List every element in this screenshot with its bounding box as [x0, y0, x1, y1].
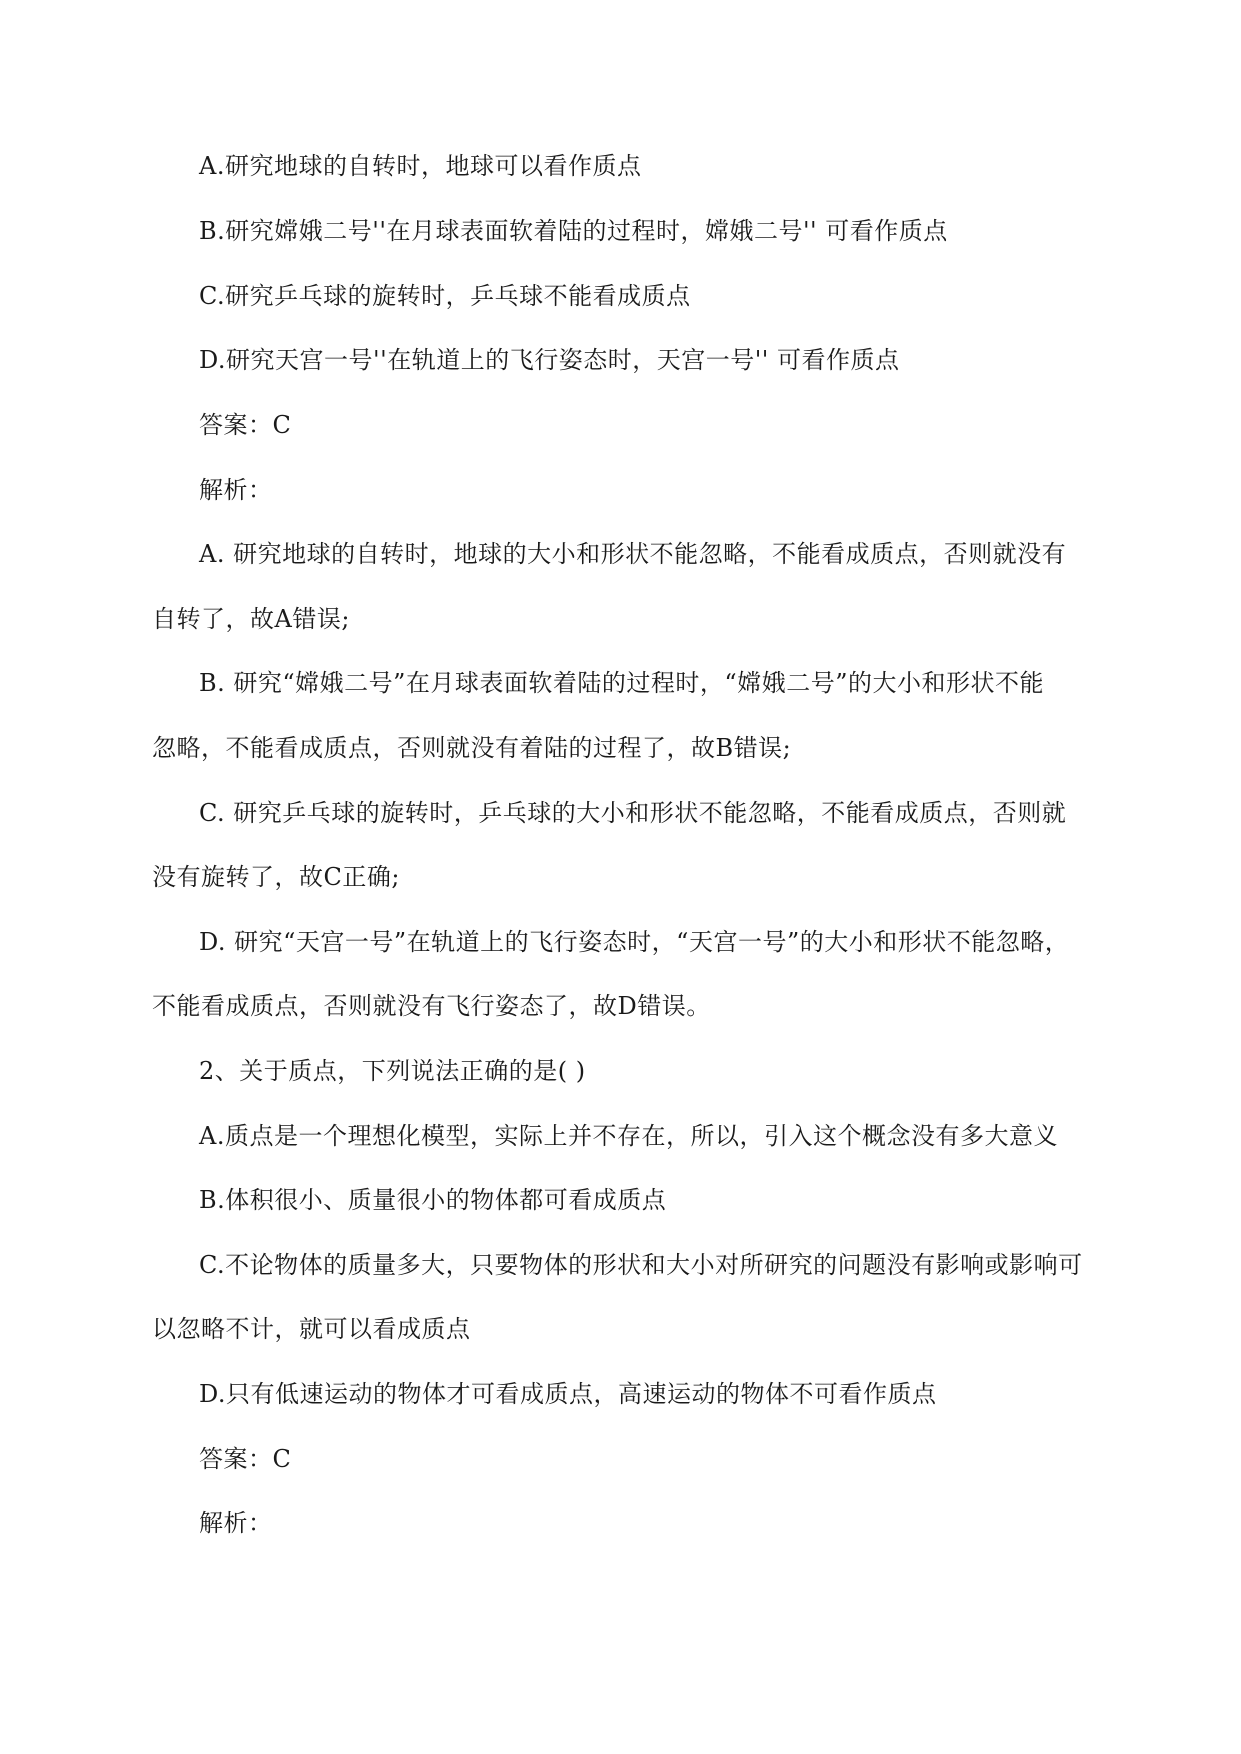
q2-option-a: A.质点是一个理想化模型，实际上并不存在，所以，引入这个概念没有多大意义	[199, 1122, 1058, 1150]
q1-analysis-b-line1: B. 研究“嫦娥二号”在月球表面软着陆的过程时，“嫦娥二号”的大小和形状不能	[199, 669, 1044, 697]
q1-analysis-c-line1: C. 研究乒乓球的旋转时，乒乓球的大小和形状不能忽略，不能看成质点，否则就	[199, 799, 1067, 827]
q1-option-b: B.研究嫦娥二号''在月球表面软着陆的过程时，嫦娥二号'' 可看作质点	[199, 217, 948, 245]
q1-analysis-a-line2: 自转了，故A错误;	[152, 605, 350, 633]
q2-answer: 答案：C	[199, 1445, 292, 1473]
q1-analysis-a-line1: A. 研究地球的自转时，地球的大小和形状不能忽略，不能看成质点，否则就没有	[199, 540, 1067, 568]
q1-option-d: D.研究天宫一号''在轨道上的飞行姿态时，天宫一号'' 可看作质点	[199, 346, 900, 374]
q1-analysis-d-line2: 不能看成质点，否则就没有飞行姿态了，故D错误。	[152, 992, 711, 1020]
q1-option-a: A.研究地球的自转时，地球可以看作质点	[199, 152, 642, 180]
q1-analysis-b-line2: 忽略，不能看成质点，否则就没有着陆的过程了，故B错误;	[152, 734, 792, 762]
q2-option-c-line2: 以忽略不计，就可以看成质点	[152, 1315, 471, 1343]
q1-answer: 答案：C	[199, 411, 292, 439]
q1-option-c: C.研究乒乓球的旋转时，乒乓球不能看成质点	[199, 282, 691, 310]
q2-option-d: D.只有低速运动的物体才可看成质点，高速运动的物体不可看作质点	[199, 1380, 937, 1408]
q2-option-b: B.体积很小、质量很小的物体都可看成质点	[199, 1186, 667, 1214]
q1-analysis-c-line2: 没有旋转了，故C正确;	[152, 863, 400, 891]
q2-analysis-heading: 解析：	[199, 1509, 273, 1537]
q2-option-c-line1: C.不论物体的质量多大，只要物体的形状和大小对所研究的问题没有影响或影响可	[199, 1251, 1083, 1279]
q1-analysis-heading: 解析：	[199, 476, 273, 504]
q2-question: 2、关于质点，下列说法正确的是( )	[199, 1057, 586, 1085]
q1-analysis-d-line1: D. 研究“天宫一号”在轨道上的飞行姿态时，“天宫一号”的大小和形状不能忽略，	[199, 928, 1070, 956]
